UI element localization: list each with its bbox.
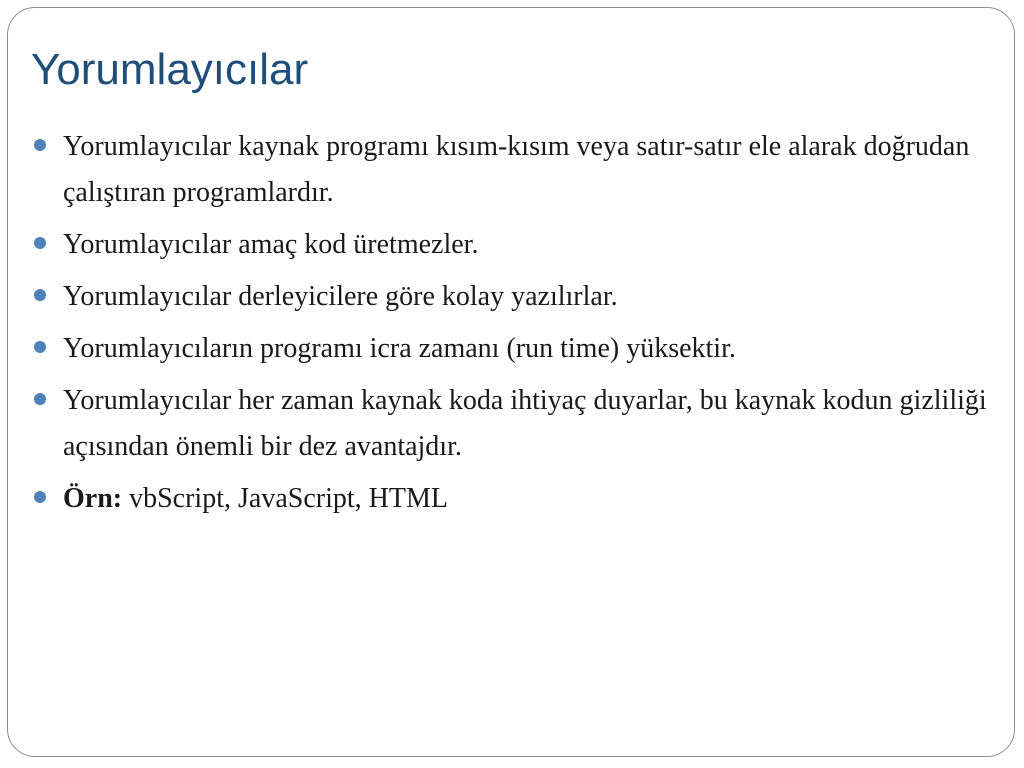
- bullet-item-4: [34, 326, 1000, 372]
- bullet-item-3: [34, 274, 1000, 320]
- bullet-dot-icon: [34, 237, 46, 249]
- bullet-item-1: [34, 124, 1000, 216]
- bullet-list: [34, 124, 1000, 528]
- bullet-dot-icon: [34, 341, 46, 353]
- bullet-dot-icon: [34, 393, 46, 405]
- bullet-text: Yorumlayıcıların programı icra zamanı (run time) yüksektir.: [63, 333, 736, 364]
- bullet-item-2: [34, 222, 1000, 268]
- bullet-dot-icon: [34, 289, 46, 301]
- bullet-text: Yorumlayıcılar kaynak programı kısım-kısım veya satır-satır ele alarak doğrudan çalıştıran programlardır.: [63, 131, 970, 208]
- bullet-text: Yorumlayıcılar amaç kod üretmezler.: [63, 229, 479, 260]
- bullet-item-6: [34, 476, 1000, 522]
- bullet-text: Yorumlayıcılar derleyicilere göre kolay yazılırlar.: [63, 281, 618, 312]
- bullet-dot-icon: [34, 491, 46, 503]
- bullet-dot-icon: [34, 139, 46, 151]
- bullet-item-5: [34, 378, 1000, 470]
- bullet-text: Yorumlayıcılar her zaman kaynak koda ihtiyaç duyarlar, bu kaynak kodun gizliliği açısından önemli bir dez avantajdır.: [63, 385, 987, 462]
- slide-frame: [7, 7, 1015, 757]
- bullet-text: vbScript, JavaScript, HTML: [129, 483, 448, 514]
- example-label: Örn:: [63, 483, 130, 514]
- slide-title: Yorumlayıcılar: [31, 45, 309, 94]
